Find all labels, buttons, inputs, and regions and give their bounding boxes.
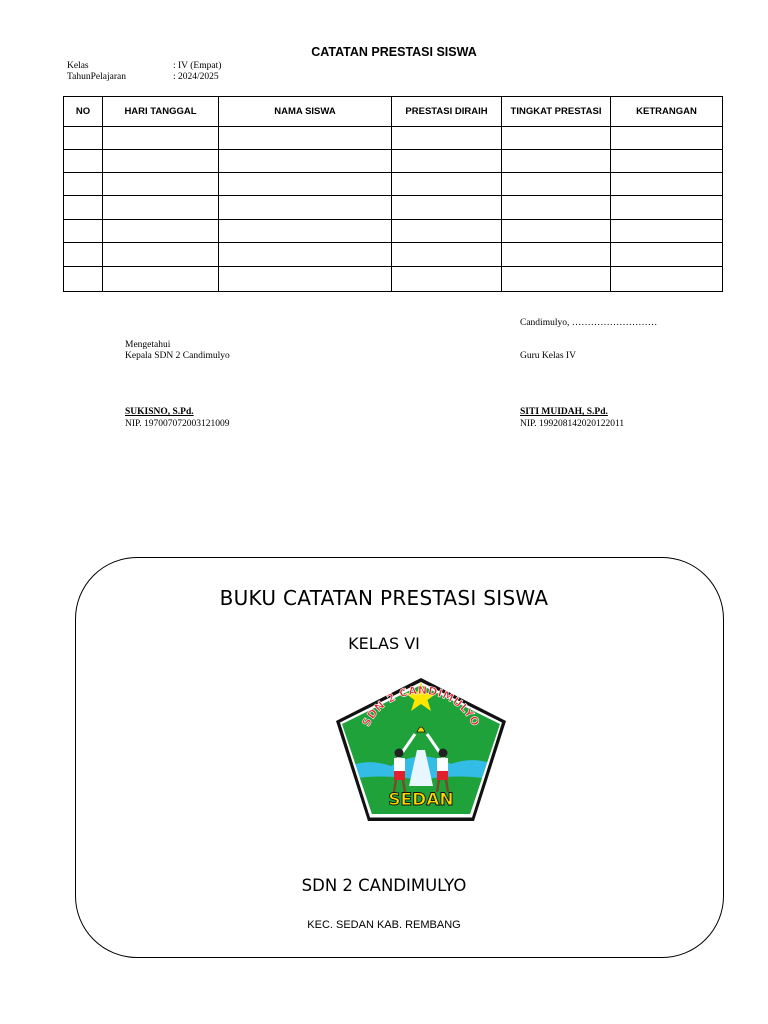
meta-value-class: : IV (Empat)	[173, 61, 222, 71]
table-cell	[64, 127, 103, 150]
teacher-nip: NIP. 199208142020122011	[520, 419, 625, 429]
table-cell	[392, 267, 502, 292]
logo-arc-text: SDN 2 CANDIMULYO	[359, 683, 483, 729]
table-cell	[611, 150, 723, 173]
table-cell	[611, 267, 723, 292]
teacher-title: Guru Kelas IV	[520, 351, 576, 361]
table-cell	[64, 267, 103, 292]
table-cell	[64, 196, 103, 220]
table-cell	[611, 243, 723, 267]
table-cell	[502, 127, 611, 150]
table-cell	[392, 220, 502, 243]
table-cell	[219, 243, 392, 267]
table-cell	[103, 220, 219, 243]
table-cell	[502, 173, 611, 196]
table-cell	[219, 127, 392, 150]
table-cell	[64, 243, 103, 267]
table-cell	[64, 150, 103, 173]
teacher-name: SITI MUIDAH, S.Pd.	[520, 407, 608, 417]
table-cell	[103, 150, 219, 173]
meta-label-year: TahunPelajaran	[67, 72, 126, 82]
table-cell	[219, 267, 392, 292]
table-cell	[611, 173, 723, 196]
column-header-date: HARI TANGGAL	[103, 97, 219, 127]
column-header-achievement: PRESTASI DIRAIH	[392, 97, 502, 127]
table-cell	[219, 150, 392, 173]
place-date-line: Candimulyo, ………………………	[520, 318, 658, 328]
table-body	[64, 127, 723, 292]
meta-label-class: Kelas	[67, 61, 89, 71]
table-cell	[392, 173, 502, 196]
table-cell	[219, 173, 392, 196]
table-cell	[64, 173, 103, 196]
logo-bottom-text: SEDAN	[388, 790, 454, 810]
table-header-row	[64, 97, 723, 127]
table-cell	[64, 220, 103, 243]
table-cell	[103, 127, 219, 150]
table-cell	[392, 196, 502, 220]
table-row	[64, 196, 723, 220]
principal-nip: NIP. 197007072003121009	[125, 419, 230, 429]
table-cell	[103, 196, 219, 220]
cover-address: KEC. SEDAN KAB. REMBANG	[307, 919, 461, 931]
cover-school-name: SDN 2 CANDIMULYO	[301, 876, 467, 895]
table-cell	[219, 196, 392, 220]
table-cell	[502, 267, 611, 292]
column-header-level: TINGKAT PRESTASI	[502, 97, 611, 127]
principal-name: SUKISNO, S.Pd.	[125, 407, 194, 417]
column-header-student-name: NAMA SISWA	[219, 97, 392, 127]
table-row	[64, 150, 723, 173]
table-cell	[392, 243, 502, 267]
table-cell	[219, 220, 392, 243]
table-cell	[611, 196, 723, 220]
table-row	[64, 243, 723, 267]
cover-class-label: KELAS VI	[348, 634, 420, 653]
table-row	[64, 220, 723, 243]
table-cell	[502, 243, 611, 267]
column-header-no: NO	[64, 97, 103, 127]
achievement-table	[63, 96, 723, 292]
table-cell	[103, 243, 219, 267]
table-row	[64, 127, 723, 150]
school-logo	[333, 674, 509, 824]
table-cell	[392, 127, 502, 150]
table-row	[64, 267, 723, 292]
document-title: CATATAN PRESTASI SISWA	[311, 45, 477, 59]
table-cell	[392, 150, 502, 173]
table-cell	[103, 173, 219, 196]
table-cell	[502, 220, 611, 243]
table-cell	[103, 267, 219, 292]
table-cell	[611, 127, 723, 150]
table-row	[64, 173, 723, 196]
principal-title: Kepala SDN 2 Candimulyo	[125, 351, 230, 361]
table-cell	[502, 196, 611, 220]
column-header-notes: KETRANGAN	[611, 97, 723, 127]
cover-title: BUKU CATATAN PRESTASI SISWA	[219, 586, 549, 610]
table-cell	[611, 220, 723, 243]
acknowledged-label: Mengetahui	[125, 340, 171, 350]
meta-value-year: : 2024/2025	[173, 72, 219, 82]
table-cell	[502, 150, 611, 173]
